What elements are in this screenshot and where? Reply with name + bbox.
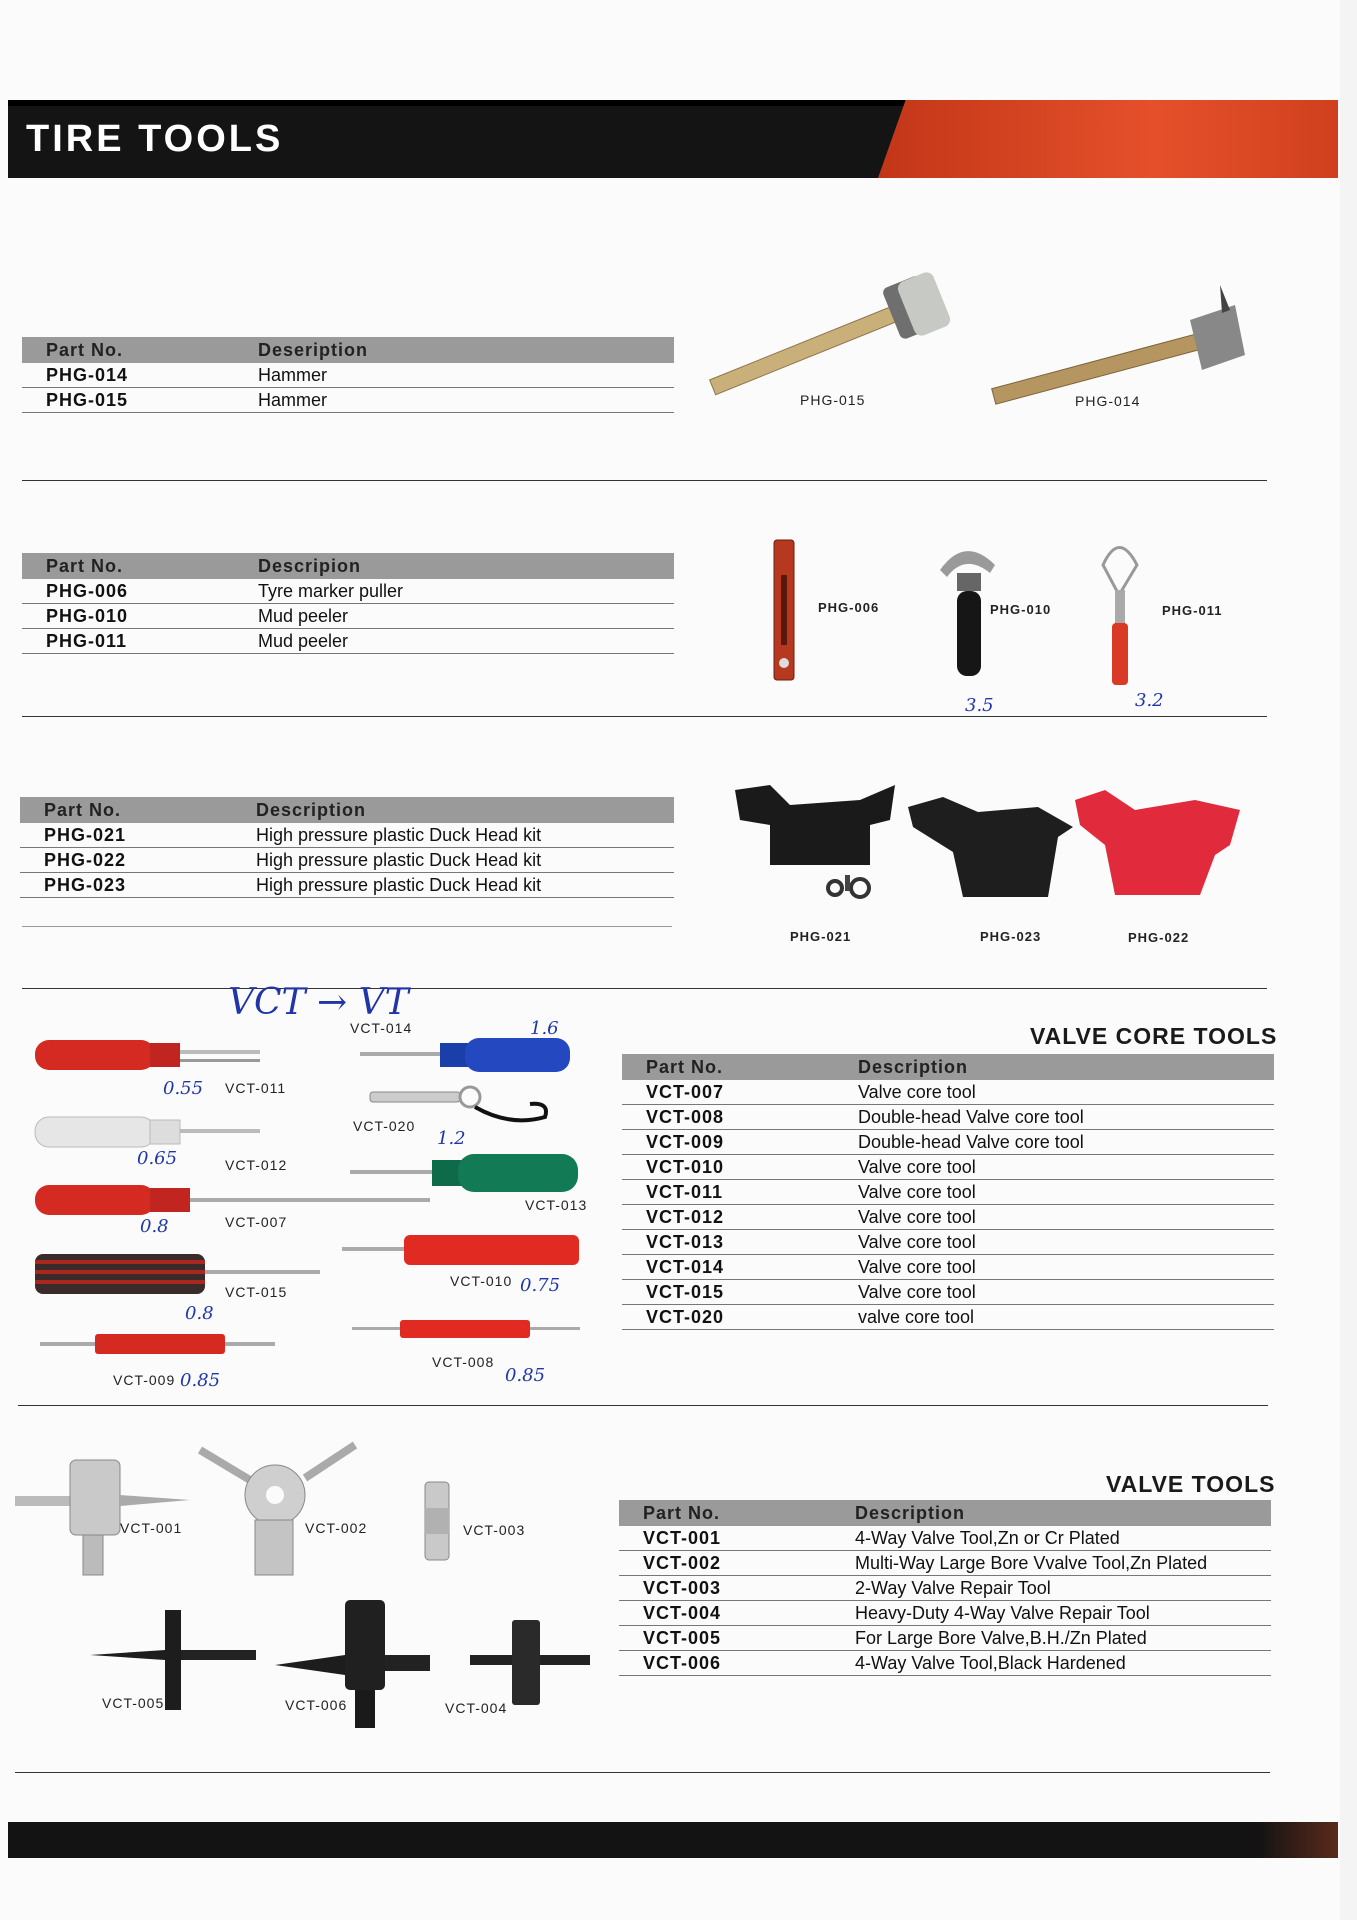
hammer-phg014-image bbox=[990, 275, 1250, 410]
handwritten-note: 0.55 bbox=[163, 1078, 204, 1099]
tool-vct009-image bbox=[40, 1330, 280, 1360]
table-row: PHG-023 High pressure plastic Duck Head kit bbox=[20, 873, 674, 898]
table-row: VCT-014 Valve core tool bbox=[622, 1255, 1274, 1280]
handwritten-note: 0.8 bbox=[185, 1303, 214, 1324]
label-phg022: PHG-022 bbox=[1128, 930, 1190, 945]
handwritten-note: 1.2 bbox=[437, 1128, 466, 1149]
col-part-no: Part No. bbox=[22, 337, 234, 363]
tool-vct012-image bbox=[35, 1112, 265, 1152]
tool-vct004-image bbox=[470, 1620, 595, 1710]
table-row: VCT-013 Valve core tool bbox=[622, 1230, 1274, 1255]
table-row: VCT-003 2-Way Valve Repair Tool bbox=[619, 1576, 1271, 1601]
tool-vct002-image bbox=[195, 1440, 368, 1580]
col-description: Descripion bbox=[234, 553, 674, 579]
handwritten-note: 3.2 bbox=[1135, 690, 1164, 711]
label-vct008: VCT-008 bbox=[432, 1354, 495, 1370]
label-vct001: VCT-001 bbox=[120, 1520, 183, 1536]
divider bbox=[22, 988, 1267, 989]
table-row: PHG-011 Mud peeler bbox=[22, 629, 674, 654]
tool-vct001-image bbox=[15, 1450, 195, 1580]
label-phg023: PHG-023 bbox=[980, 929, 1042, 944]
divider bbox=[22, 716, 1267, 717]
tool-vct010-image bbox=[342, 1232, 582, 1268]
divider bbox=[18, 1405, 1268, 1406]
label-vct020: VCT-020 bbox=[353, 1118, 416, 1134]
table-row: VCT-020 valve core tool bbox=[622, 1305, 1274, 1330]
valve-core-table bbox=[622, 1054, 1274, 1330]
hammer-table bbox=[22, 337, 674, 413]
label-vct002: VCT-002 bbox=[305, 1520, 368, 1536]
page-title: TIRE TOOLS bbox=[26, 118, 284, 160]
tool-vct013-image bbox=[350, 1150, 580, 1194]
table-row: PHG-021 High pressure plastic Duck Head kit bbox=[20, 823, 674, 848]
handwritten-note: 0.8 bbox=[140, 1216, 169, 1237]
table-row: VCT-006 4-Way Valve Tool,Black Hardened bbox=[619, 1651, 1271, 1676]
col-description: Description bbox=[834, 1054, 1274, 1080]
label-phg015: PHG-015 bbox=[800, 392, 866, 408]
label-vct004: VCT-004 bbox=[445, 1700, 508, 1716]
table-row: VCT-011 Valve core tool bbox=[622, 1180, 1274, 1205]
col-part-no: Part No. bbox=[622, 1054, 834, 1080]
label-phg011: PHG-011 bbox=[1162, 603, 1223, 618]
col-part-no: Part No. bbox=[20, 797, 232, 823]
table-row: VCT-005 For Large Bore Valve,B.H./Zn Plated bbox=[619, 1626, 1271, 1651]
valve-tools-table bbox=[619, 1500, 1271, 1676]
table-row: PHG-006 Tyre marker puller bbox=[22, 579, 674, 604]
label-vct012: VCT-012 bbox=[225, 1157, 288, 1173]
label-vct005: VCT-005 bbox=[102, 1695, 165, 1711]
label-phg006: PHG-006 bbox=[818, 600, 880, 615]
divider bbox=[15, 1772, 1270, 1773]
duck-head-phg023-image bbox=[908, 792, 1078, 907]
marker-puller-image bbox=[770, 535, 800, 685]
footer-band bbox=[8, 1822, 1338, 1858]
tool-vct003-image bbox=[423, 1480, 453, 1562]
handwritten-note: 0.85 bbox=[180, 1370, 221, 1391]
label-vct013: VCT-013 bbox=[525, 1197, 588, 1213]
handwritten-note: 0.85 bbox=[505, 1365, 546, 1386]
label-vct015: VCT-015 bbox=[225, 1284, 288, 1300]
duck-head-phg022-image bbox=[1075, 785, 1245, 900]
header-banner bbox=[8, 100, 1338, 178]
table-row: PHG-014 Hammer bbox=[22, 363, 674, 388]
col-description: Description bbox=[831, 1500, 1271, 1526]
peeler-table bbox=[22, 553, 674, 654]
divider bbox=[22, 480, 1267, 481]
table-row: VCT-008 Double-head Valve core tool bbox=[622, 1105, 1274, 1130]
duck-head-table bbox=[20, 797, 674, 898]
table-row: VCT-009 Double-head Valve core tool bbox=[622, 1130, 1274, 1155]
tool-vct011-image bbox=[35, 1035, 265, 1075]
col-part-no: Part No. bbox=[22, 553, 234, 579]
table-row: VCT-012 Valve core tool bbox=[622, 1205, 1274, 1230]
table-row: PHG-015 Hammer bbox=[22, 388, 674, 413]
tool-vct008-image bbox=[352, 1317, 582, 1341]
table-row: VCT-010 Valve core tool bbox=[622, 1155, 1274, 1180]
table-row: PHG-010 Mud peeler bbox=[22, 604, 674, 629]
label-vct006: VCT-006 bbox=[285, 1697, 348, 1713]
col-description: Description bbox=[232, 797, 674, 823]
tool-vct014-image bbox=[360, 1035, 570, 1075]
label-vct014: VCT-014 bbox=[350, 1020, 413, 1036]
label-vct010: VCT-010 bbox=[450, 1273, 513, 1289]
handwritten-note: VCT → VT bbox=[228, 982, 409, 1023]
table-row: VCT-015 Valve core tool bbox=[622, 1280, 1274, 1305]
label-vct011: VCT-011 bbox=[225, 1080, 287, 1096]
label-phg014: PHG-014 bbox=[1075, 393, 1141, 409]
label-vct007: VCT-007 bbox=[225, 1214, 288, 1230]
handwritten-note: 1.6 bbox=[530, 1018, 559, 1039]
duck-head-phg021-image bbox=[730, 780, 900, 900]
banner-accent bbox=[878, 100, 1338, 178]
label-vct009: VCT-009 bbox=[113, 1372, 176, 1388]
col-part-no: Part No. bbox=[619, 1500, 831, 1526]
label-phg021: PHG-021 bbox=[790, 929, 852, 944]
handwritten-note: 3.5 bbox=[965, 695, 994, 716]
label-phg010: PHG-010 bbox=[990, 602, 1052, 617]
table-row: VCT-007 Valve core tool bbox=[622, 1080, 1274, 1105]
section-title-valve-core-tools: VALVE CORE TOOLS bbox=[1030, 1023, 1278, 1049]
col-description: Deseription bbox=[234, 337, 674, 363]
mud-peeler-phg011-image bbox=[1095, 535, 1145, 690]
handwritten-note: 0.75 bbox=[520, 1275, 561, 1296]
table-row: VCT-001 4-Way Valve Tool,Zn or Cr Plated bbox=[619, 1526, 1271, 1551]
handwritten-note: 0.65 bbox=[137, 1148, 178, 1169]
section-title-valve-tools: VALVE TOOLS bbox=[1106, 1471, 1276, 1497]
table-row: VCT-004 Heavy-Duty 4-Way Valve Repair Tool bbox=[619, 1601, 1271, 1626]
table-row: VCT-002 Multi-Way Large Bore Vvalve Tool,Zn Plated bbox=[619, 1551, 1271, 1576]
table-row: PHG-022 High pressure plastic Duck Head kit bbox=[20, 848, 674, 873]
label-vct003: VCT-003 bbox=[463, 1522, 526, 1538]
